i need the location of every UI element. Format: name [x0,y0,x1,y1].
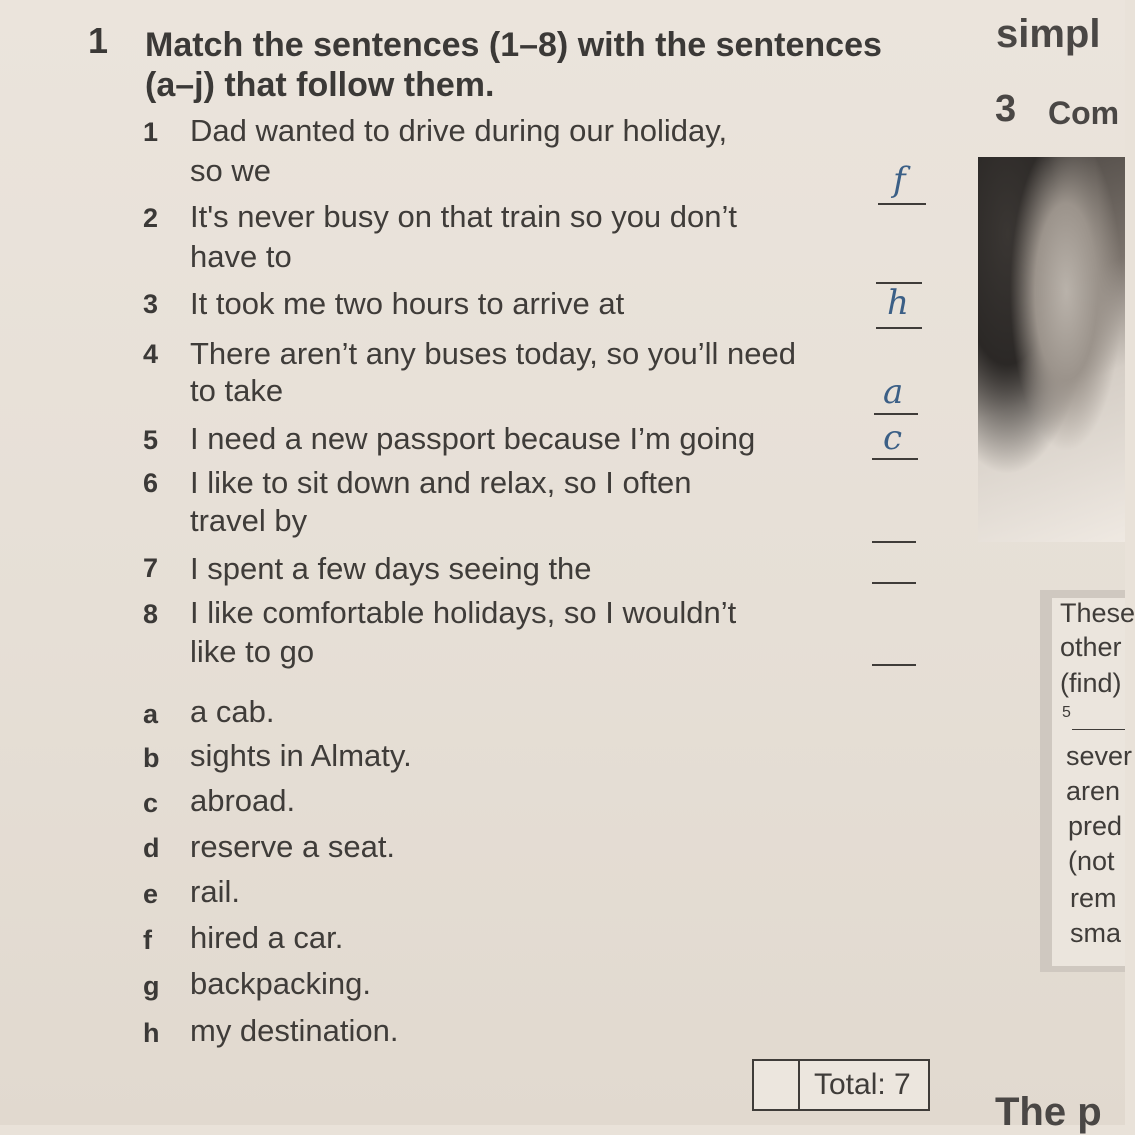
sentence-text-cont: have to [190,239,292,274]
box-line: (not [1068,846,1115,876]
sentence-number: 8 [143,599,159,629]
handwritten-answer: a [883,372,904,412]
option-letter: c [143,788,159,818]
sentence-number: 4 [143,339,159,369]
exercise-3-title-fragment: Com [1048,95,1120,131]
answer-blank[interactable] [872,458,918,460]
option-letter: b [143,743,160,773]
box-line: aren [1066,776,1121,806]
sentence-text: There aren’t any buses today, so you’ll need [190,336,797,371]
option-letter: a [143,699,159,729]
box-line-number: 5 [1062,704,1071,721]
sentence-number: 3 [143,289,159,319]
photo-woman [978,157,1125,542]
option-text: a cab. [190,694,275,729]
option-text: abroad. [190,783,296,818]
score-entry-cell[interactable] [754,1061,800,1109]
option-letter: d [143,833,160,863]
handwritten-answer: f [893,160,906,200]
sentence-number: 6 [143,468,159,498]
option-text: reserve a seat. [190,829,396,864]
sentence-text: I like comfortable holidays, so I wouldn’t [190,595,737,630]
option-text: backpacking. [190,966,371,1001]
option-letter: f [143,925,152,955]
sentence-text-cont: travel by [190,503,308,538]
box-line: rem [1070,883,1117,913]
exercise-number: 1 [88,20,109,61]
option-letter: g [143,971,160,1001]
exercise-title-line1: Match the sentences (1–8) with the sentences [145,26,882,64]
answer-blank[interactable] [878,203,926,205]
handwritten-answer: c [883,418,903,458]
box-blank[interactable] [1072,729,1125,730]
sentence-number: 5 [143,425,159,455]
sentence-text: Dad wanted to drive during our holiday, [190,113,728,148]
total-label: Total: 7 [814,1068,911,1101]
option-text: rail. [190,874,240,909]
sentence-text: It's never busy on that train so you don’t [190,199,738,234]
total-score-box [752,1059,930,1111]
exercise-title-line2: (a–j) that follow them. [145,66,495,104]
handwritten-answer: h [887,283,909,323]
box-line: These [1060,598,1135,628]
answer-blank[interactable] [872,582,916,584]
exercise-3-number: 3 [995,88,1017,130]
option-letter: e [143,879,159,909]
sentence-text-cont: like to go [190,634,315,669]
sentence-text-cont: to take [190,373,284,408]
sentence-text: I like to sit down and relax, so I often [190,465,692,500]
option-letter: h [143,1018,160,1048]
answer-blank[interactable] [872,664,916,666]
option-text: my destination. [190,1013,399,1048]
answer-blank[interactable] [876,327,922,329]
answer-blank[interactable] [872,541,916,543]
right-heading-fragment: simpl [996,12,1101,56]
sentence-text: I need a new passport because I’m going [190,421,756,456]
bottom-heading-fragment: The p [995,1090,1102,1134]
option-text: hired a car. [190,920,344,955]
answer-blank[interactable] [874,413,918,415]
option-text: sights in Almaty. [190,738,412,773]
box-line: sma [1070,918,1122,948]
box-line: other [1060,632,1122,662]
sentence-number: 2 [143,203,159,233]
sentence-text-cont: so we [190,153,271,188]
box-line: sever [1066,741,1133,771]
box-line: (find) [1060,668,1122,698]
sentence-text: I spent a few days seeing the [190,551,592,586]
sentence-number: 7 [143,553,159,583]
sentence-text: It took me two hours to arrive at [190,286,625,321]
text-box [1052,598,1135,966]
sentence-number: 1 [143,117,159,147]
box-line: pred [1068,811,1123,841]
